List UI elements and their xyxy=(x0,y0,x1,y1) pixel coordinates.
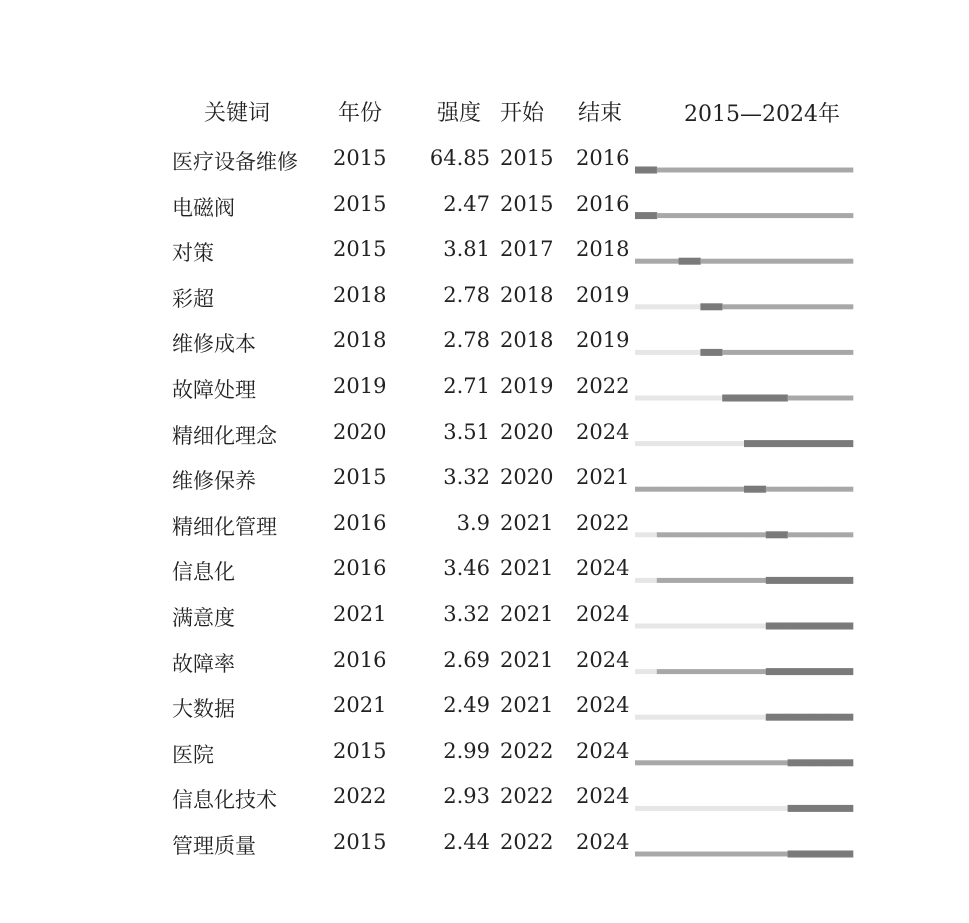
timeline-segment xyxy=(809,623,831,630)
timeline-segment xyxy=(679,532,701,537)
timeline-segment xyxy=(744,806,766,811)
timeline-segment xyxy=(809,304,831,309)
begin-cell: 2018 xyxy=(500,328,554,353)
timeline-segment xyxy=(700,760,722,765)
timeline-segment xyxy=(722,441,744,446)
timeline-segment xyxy=(657,350,679,355)
begin-cell: 2022 xyxy=(500,738,554,763)
timeline-segment xyxy=(722,532,744,537)
timeline-segment xyxy=(744,624,766,629)
timeline-segment xyxy=(679,396,701,401)
timeline-segment xyxy=(635,212,657,219)
timeline-segment xyxy=(766,395,788,402)
timeline-segment xyxy=(657,532,679,537)
timeline-segment xyxy=(744,350,766,355)
timeline-segment xyxy=(657,852,679,857)
end-cell: 2024 xyxy=(576,602,630,626)
timeline-segment xyxy=(700,168,722,173)
timeline-segment xyxy=(722,715,744,720)
timeline-segment xyxy=(722,487,744,492)
timeline-segment xyxy=(722,578,744,583)
strength-cell: 2.44 xyxy=(443,830,490,854)
timeline-segment xyxy=(766,577,788,584)
keyword-cell: 故障处理 xyxy=(172,378,256,402)
timeline-segment xyxy=(831,759,853,766)
keyword-cell: 电磁阀 xyxy=(172,195,235,220)
timeline-segment xyxy=(788,851,810,858)
timeline-segment xyxy=(700,669,722,674)
timeline-segment xyxy=(788,623,810,630)
strength-cell: 2.93 xyxy=(443,784,490,809)
strength-cell: 3.32 xyxy=(443,465,490,490)
timeline-segment xyxy=(635,532,657,537)
timeline-segment xyxy=(657,487,679,492)
header-begin: 开始 xyxy=(500,101,545,126)
timeline-segment xyxy=(788,487,810,492)
year-cell: 2015 xyxy=(333,738,387,763)
timeline-segment xyxy=(831,532,853,537)
begin-cell: 2021 xyxy=(500,602,554,626)
year-cell: 2015 xyxy=(333,146,387,170)
strength-cell: 3.51 xyxy=(443,419,490,444)
timeline-segment xyxy=(766,259,788,264)
timeline-segment xyxy=(635,624,657,629)
timeline-segment xyxy=(700,213,722,218)
timeline-segment xyxy=(679,624,701,629)
timeline-segment xyxy=(657,168,679,173)
timeline-segment xyxy=(788,577,810,584)
timeline-segment xyxy=(657,304,679,309)
timeline-segment xyxy=(766,213,788,218)
end-cell: 2024 xyxy=(576,556,630,581)
end-cell: 2022 xyxy=(576,510,630,535)
timeline-segment xyxy=(831,440,853,447)
timeline-segment xyxy=(657,578,679,583)
timeline-segment xyxy=(766,623,788,630)
timeline-segment xyxy=(722,304,744,309)
timeline-segment xyxy=(788,350,810,355)
keyword-cell: 信息化技术 xyxy=(172,788,277,813)
timeline-segment xyxy=(700,715,722,720)
timeline-segment xyxy=(809,259,831,264)
timeline-segment xyxy=(809,440,831,447)
timeline-segment xyxy=(766,714,788,721)
keyword-cell: 故障率 xyxy=(172,651,235,676)
timeline-segment xyxy=(744,395,766,402)
timeline-segment xyxy=(635,669,657,674)
timeline-segment xyxy=(700,349,722,356)
timeline-segment xyxy=(635,760,657,765)
timeline-segment xyxy=(788,259,810,264)
end-cell: 2024 xyxy=(576,647,630,672)
end-cell: 2021 xyxy=(576,465,630,490)
timeline-segment xyxy=(744,715,766,720)
end-cell: 2016 xyxy=(576,191,630,216)
timeline-segment xyxy=(635,350,657,355)
timeline-segment xyxy=(679,487,701,492)
timeline-segment xyxy=(831,350,853,355)
timeline-segment xyxy=(722,669,744,674)
begin-cell: 2015 xyxy=(500,191,554,216)
timeline-segment xyxy=(679,304,701,309)
timeline-segment xyxy=(831,213,853,218)
keyword-cell: 大数据 xyxy=(172,697,235,722)
timeline-segment xyxy=(657,715,679,720)
begin-cell: 2021 xyxy=(500,693,554,718)
begin-cell: 2020 xyxy=(500,465,554,490)
timeline-segment xyxy=(635,167,657,174)
timeline-segment xyxy=(679,168,701,173)
timeline-segment xyxy=(635,441,657,446)
timeline-segment xyxy=(831,714,853,721)
timeline-segment xyxy=(657,213,679,218)
timeline-segment xyxy=(679,350,701,355)
timeline-segment xyxy=(657,624,679,629)
begin-cell: 2021 xyxy=(500,647,554,672)
year-cell: 2019 xyxy=(333,374,387,398)
keyword-cell: 管理质量 xyxy=(172,834,256,858)
timeline-segment xyxy=(766,168,788,173)
keyword-cell: 信息化 xyxy=(172,560,235,585)
timeline-segment xyxy=(831,259,853,264)
end-cell: 2024 xyxy=(576,830,630,854)
strength-cell: 2.69 xyxy=(443,647,490,672)
timeline-segment xyxy=(635,806,657,811)
timeline-segment xyxy=(788,714,810,721)
timeline-segment xyxy=(679,258,701,265)
year-cell: 2020 xyxy=(333,419,387,444)
year-cell: 2018 xyxy=(333,328,387,353)
end-cell: 2019 xyxy=(576,328,630,353)
year-cell: 2021 xyxy=(333,602,387,626)
timeline-segment xyxy=(788,440,810,447)
end-cell: 2018 xyxy=(576,237,630,262)
timeline-segment xyxy=(809,759,831,766)
timeline-segment xyxy=(679,806,701,811)
timeline-segment xyxy=(788,168,810,173)
year-cell: 2016 xyxy=(333,647,387,672)
timeline-segment xyxy=(679,715,701,720)
keyword-cell: 医院 xyxy=(172,742,214,767)
keyword-cell: 彩超 xyxy=(172,286,214,311)
keyword-cell: 维修保养 xyxy=(172,469,256,494)
end-cell: 2024 xyxy=(576,693,630,718)
timeline-segment xyxy=(744,440,766,447)
timeline-segment xyxy=(679,578,701,583)
timeline-segment xyxy=(831,668,853,675)
timeline-segment xyxy=(788,759,810,766)
timeline-segment xyxy=(831,805,853,812)
timeline-segment xyxy=(766,806,788,811)
year-cell: 2015 xyxy=(333,191,387,216)
end-cell: 2022 xyxy=(576,374,630,398)
timeline-segment xyxy=(809,805,831,812)
year-cell: 2022 xyxy=(333,784,387,809)
keyword-cell: 精细化管理 xyxy=(172,514,277,539)
end-cell: 2024 xyxy=(576,784,630,809)
timeline-segment xyxy=(831,168,853,173)
year-cell: 2016 xyxy=(333,510,387,535)
keyword-cell: 满意度 xyxy=(172,606,235,630)
header-range: 2015—2024年 xyxy=(684,102,840,127)
timeline-segment xyxy=(700,487,722,492)
timeline-segment xyxy=(744,760,766,765)
timeline-segment xyxy=(700,532,722,537)
strength-cell: 2.78 xyxy=(443,282,490,307)
keyword-cell: 精细化理念 xyxy=(172,423,277,448)
timeline-segment xyxy=(657,441,679,446)
timeline-segment xyxy=(744,578,766,583)
year-cell: 2016 xyxy=(333,556,387,581)
year-cell: 2015 xyxy=(333,465,387,490)
timeline-segment xyxy=(809,396,831,401)
timeline-segment xyxy=(700,852,722,857)
header-strength: 强度 xyxy=(437,101,482,126)
timeline-segment xyxy=(809,532,831,537)
timeline-segment xyxy=(809,168,831,173)
timeline-segment xyxy=(744,213,766,218)
timeline-segment xyxy=(809,577,831,584)
year-cell: 2021 xyxy=(333,693,387,718)
year-cell: 2015 xyxy=(333,830,387,854)
timeline-segment xyxy=(700,441,722,446)
timeline-segment xyxy=(809,487,831,492)
strength-cell: 2.78 xyxy=(443,328,490,353)
timeline-segment xyxy=(766,350,788,355)
timeline-segment xyxy=(722,350,744,355)
timeline-segment xyxy=(679,852,701,857)
timeline-segment xyxy=(722,213,744,218)
timeline-segment xyxy=(700,259,722,264)
timeline-segment xyxy=(744,852,766,857)
timeline-segment xyxy=(766,440,788,447)
timeline-segment xyxy=(831,623,853,630)
end-cell: 2024 xyxy=(576,419,630,444)
strength-cell: 3.81 xyxy=(443,237,490,262)
timeline-segment xyxy=(679,441,701,446)
timeline-segment xyxy=(766,304,788,309)
timeline-segment xyxy=(657,669,679,674)
timeline-segment xyxy=(700,578,722,583)
timeline-segment xyxy=(635,852,657,857)
timeline-segment xyxy=(766,760,788,765)
timeline-segment xyxy=(635,715,657,720)
timeline-segment xyxy=(831,577,853,584)
timeline-segment xyxy=(679,213,701,218)
timeline-segment xyxy=(657,396,679,401)
timeline-segment xyxy=(635,578,657,583)
timeline-segment xyxy=(657,806,679,811)
timeline-segment xyxy=(744,532,766,537)
strength-cell: 2.49 xyxy=(443,693,490,718)
timeline-segment xyxy=(700,396,722,401)
timeline-segment xyxy=(679,760,701,765)
keyword-cell: 医疗设备维修 xyxy=(172,150,298,174)
keyword-cell: 维修成本 xyxy=(172,332,256,357)
timeline-segment xyxy=(700,806,722,811)
header-end: 结束 xyxy=(578,101,623,126)
year-cell: 2018 xyxy=(333,282,387,307)
timeline-segment xyxy=(722,395,744,402)
begin-cell: 2015 xyxy=(500,146,554,170)
timeline-segment xyxy=(744,304,766,309)
timeline-segment xyxy=(788,396,810,401)
strength-cell: 3.46 xyxy=(443,556,490,581)
begin-cell: 2020 xyxy=(500,419,554,444)
timeline-segment xyxy=(809,851,831,858)
timeline-segment xyxy=(766,852,788,857)
timeline-segment xyxy=(635,396,657,401)
end-cell: 2019 xyxy=(576,282,630,307)
timeline-segment xyxy=(744,259,766,264)
timeline-segment xyxy=(788,213,810,218)
timeline-segment xyxy=(809,668,831,675)
timeline-segment xyxy=(635,487,657,492)
strength-cell: 2.99 xyxy=(443,738,490,763)
strength-cell: 3.9 xyxy=(456,510,490,535)
timeline-segment xyxy=(831,487,853,492)
timeline-segment xyxy=(722,624,744,629)
begin-cell: 2017 xyxy=(500,237,554,262)
keyword-cell: 对策 xyxy=(172,241,214,266)
header-keyword: 关键词 xyxy=(204,101,271,126)
timeline-segment xyxy=(744,168,766,173)
begin-cell: 2021 xyxy=(500,510,554,535)
end-cell: 2024 xyxy=(576,738,630,763)
timeline-segment xyxy=(679,669,701,674)
timeline-segment xyxy=(809,714,831,721)
timeline-segment xyxy=(722,168,744,173)
timeline-segment xyxy=(635,304,657,309)
timeline-segment xyxy=(766,487,788,492)
timeline-segment xyxy=(831,396,853,401)
end-cell: 2016 xyxy=(576,146,630,170)
timeline-segment xyxy=(766,531,788,538)
strength-cell: 2.47 xyxy=(443,191,490,216)
timeline-segment xyxy=(766,668,788,675)
begin-cell: 2019 xyxy=(500,374,554,398)
timeline-segment xyxy=(831,851,853,858)
begin-cell: 2022 xyxy=(500,784,554,809)
timeline-segment xyxy=(635,259,657,264)
header-year: 年份 xyxy=(338,101,383,126)
timeline-segment xyxy=(744,669,766,674)
timeline-segment xyxy=(657,760,679,765)
timeline-segment xyxy=(809,350,831,355)
strength-cell: 64.85 xyxy=(429,146,490,170)
timeline-segment xyxy=(722,760,744,765)
timeline-segment xyxy=(700,303,722,310)
strength-cell: 2.71 xyxy=(443,374,490,398)
timeline-segment xyxy=(788,304,810,309)
timeline-segment xyxy=(809,213,831,218)
begin-cell: 2022 xyxy=(500,830,554,854)
begin-cell: 2018 xyxy=(500,282,554,307)
timeline-segment xyxy=(788,668,810,675)
timeline-segment xyxy=(700,624,722,629)
timeline-segment xyxy=(831,304,853,309)
timeline-segment xyxy=(722,852,744,857)
strength-cell: 3.32 xyxy=(443,602,490,626)
begin-cell: 2021 xyxy=(500,556,554,581)
timeline-segment xyxy=(722,259,744,264)
timeline-segment xyxy=(744,486,766,493)
timeline-segment xyxy=(657,259,679,264)
year-cell: 2015 xyxy=(333,237,387,262)
timeline-segment xyxy=(722,806,744,811)
timeline-segment xyxy=(788,805,810,812)
timeline-segment xyxy=(788,532,810,537)
